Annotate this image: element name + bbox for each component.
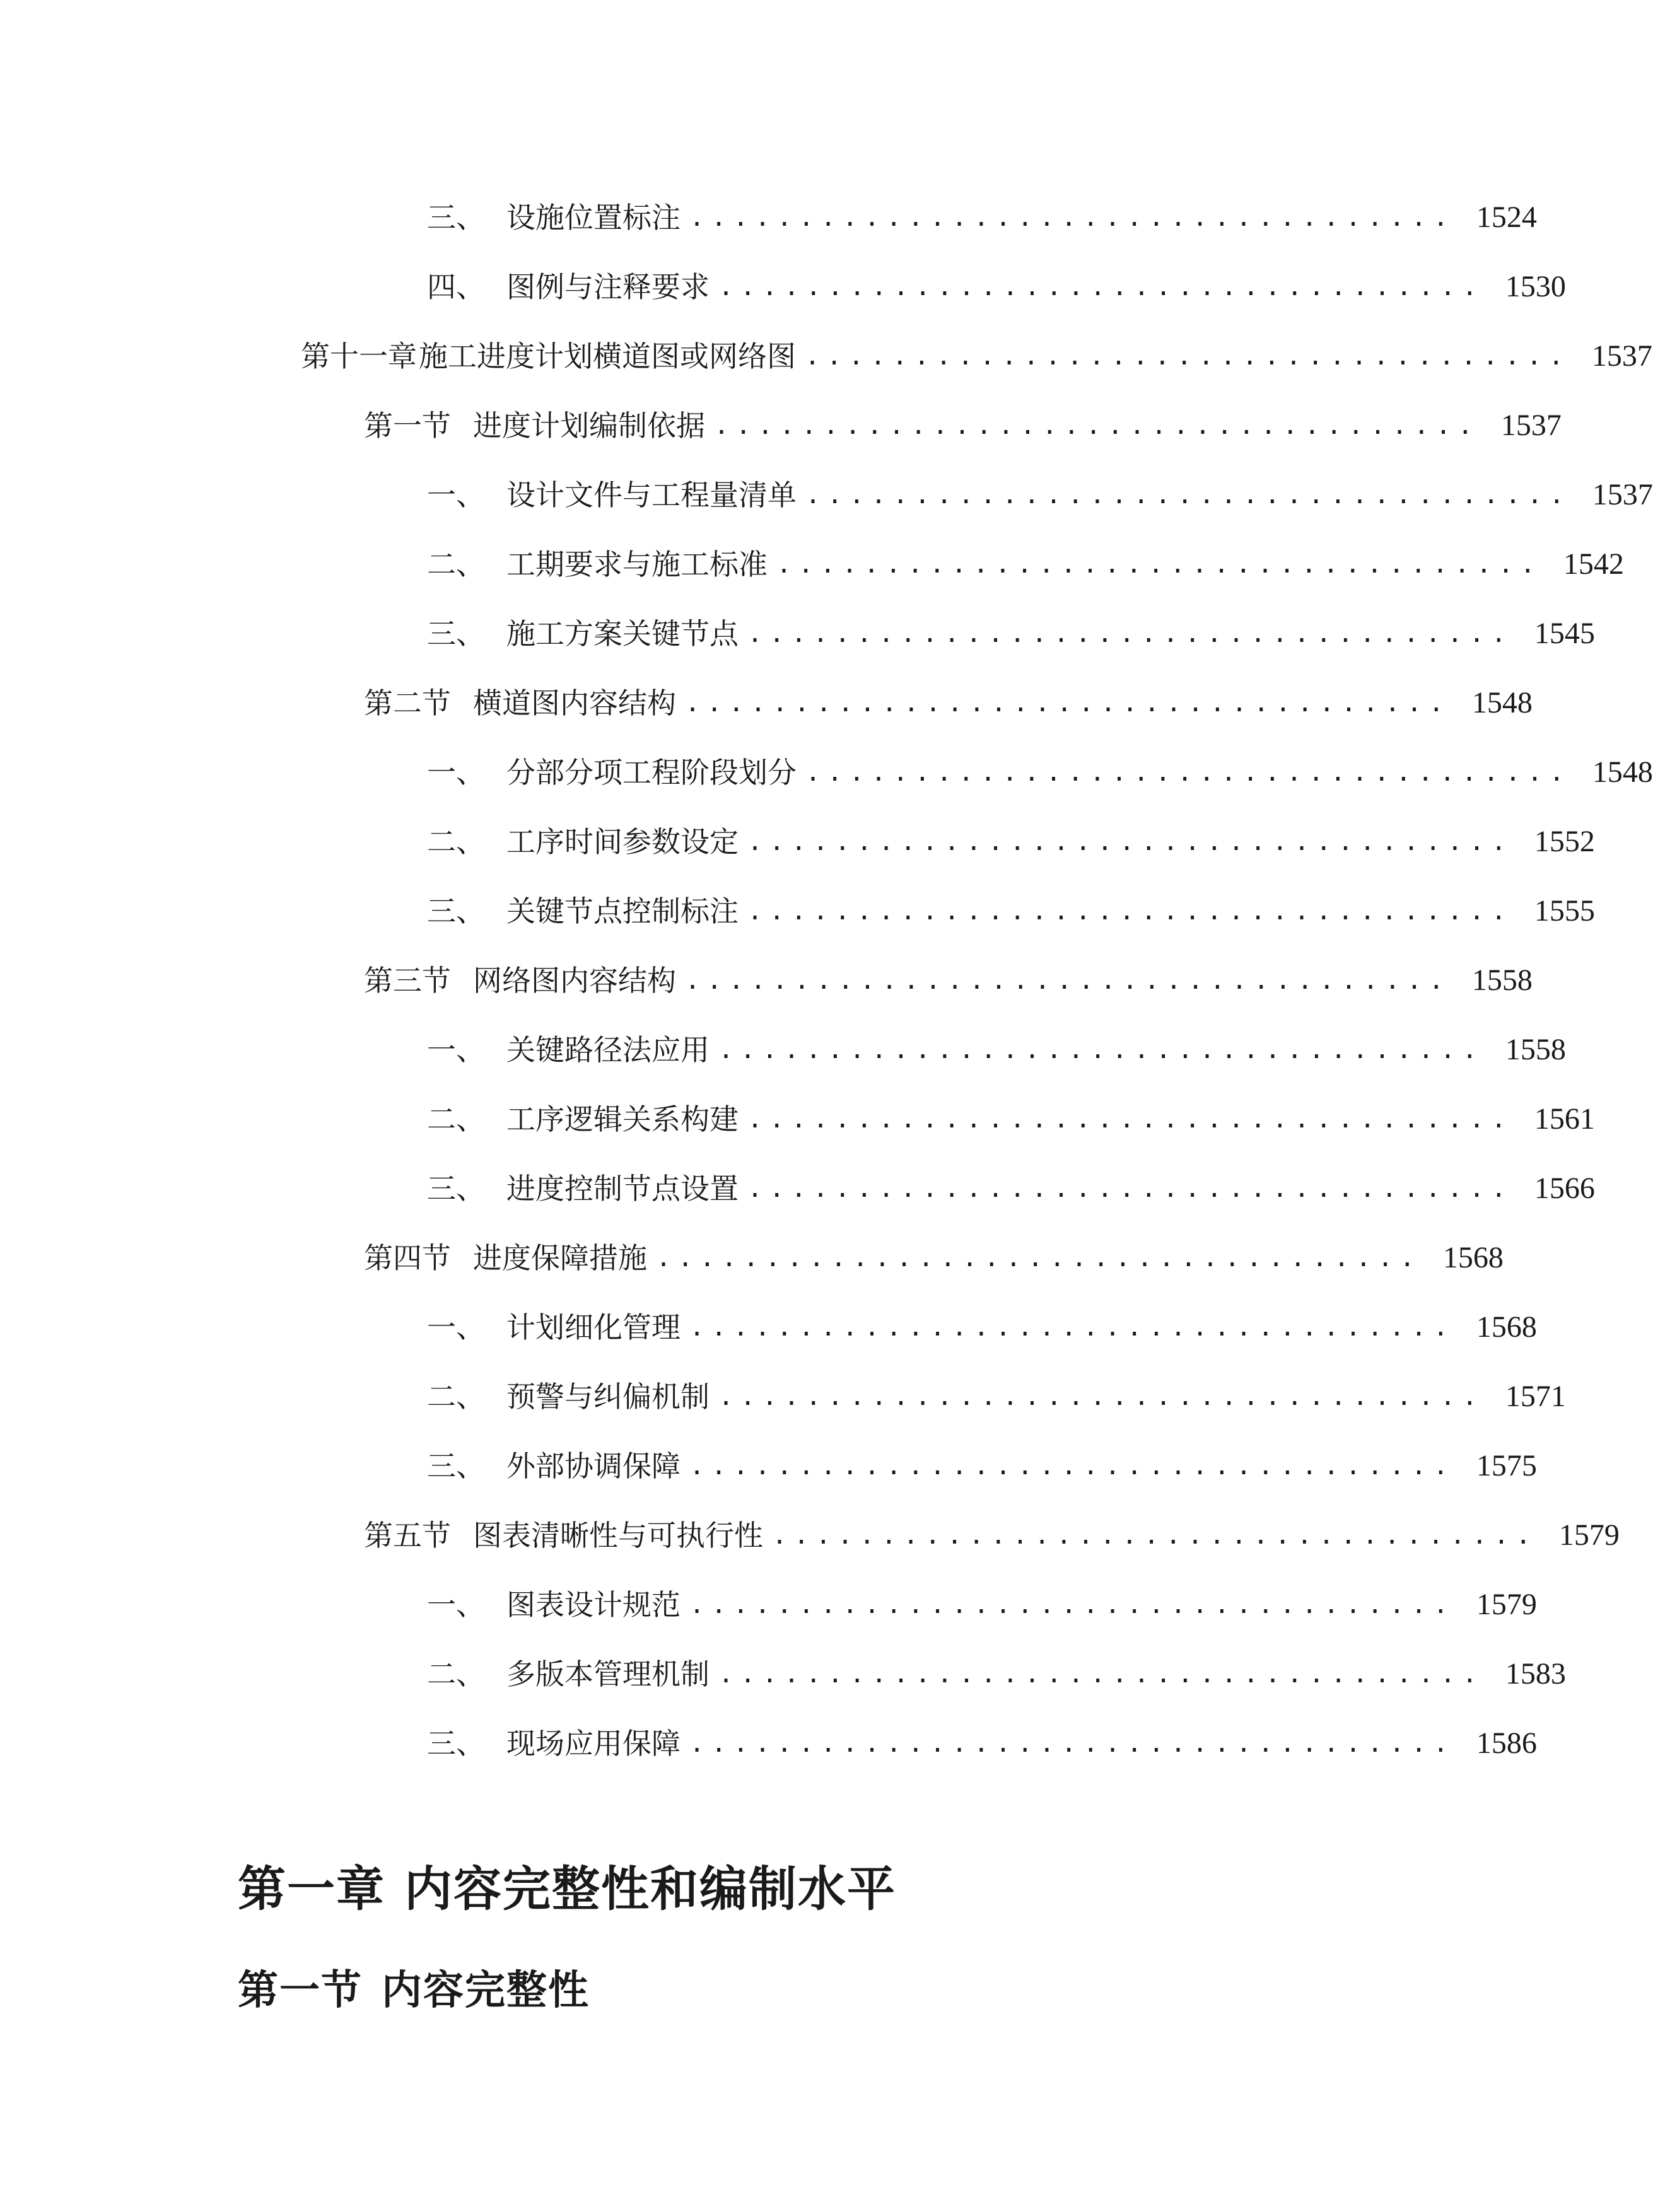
- toc-entry[interactable]: [0, 807, 1595, 876]
- toc-leader-dots: ...................................: [747, 1174, 1513, 1203]
- toc-entry-title: 图表设计规范: [506, 1588, 680, 1622]
- toc-leader-dots: ...................................: [718, 1035, 1484, 1064]
- section-title: 内容完整性: [382, 1967, 590, 2014]
- toc-page-number: 1579: [1476, 1588, 1537, 1621]
- toc-entry[interactable]: [0, 876, 1595, 946]
- toc-page-number: 1579: [1558, 1518, 1620, 1552]
- toc-entry[interactable]: [0, 668, 1565, 738]
- toc-page-number: 1552: [1534, 825, 1595, 858]
- toc-leader-dots: ...................................: [776, 550, 1542, 579]
- toc-leader-dots: ...................................: [718, 272, 1484, 301]
- toc-entry[interactable]: [0, 1223, 1565, 1293]
- toc-entry-prefix: 第四节: [364, 1241, 451, 1275]
- toc-entry[interactable]: [0, 1431, 1565, 1501]
- toc-entry[interactable]: [0, 391, 1565, 460]
- toc-entry-prefix: 二、: [427, 1102, 485, 1136]
- toc-page-number: 1568: [1476, 1310, 1537, 1344]
- toc-entry-prefix: 第一节: [364, 409, 451, 443]
- toc-page-number: 1548: [1471, 686, 1533, 719]
- toc-entry-title: 施工方案关键节点: [506, 617, 739, 651]
- toc-leader-dots: ...................................: [714, 411, 1480, 440]
- toc-entry[interactable]: [0, 1639, 1565, 1709]
- toc-entry-prefix: 三、: [427, 894, 485, 928]
- toc-leader-dots: ...................................: [685, 689, 1451, 718]
- toc-entry[interactable]: [0, 1085, 1595, 1154]
- toc-entry-prefix: 一、: [427, 478, 485, 512]
- toc-entry-prefix: 四、: [427, 270, 485, 304]
- toc-entry[interactable]: [0, 183, 1565, 252]
- toc-page-number: 1555: [1534, 894, 1595, 928]
- toc-entry-title: 工期要求与施工标准: [506, 547, 768, 581]
- toc-page-number: 1561: [1534, 1102, 1595, 1136]
- toc-entry[interactable]: [0, 1709, 1565, 1778]
- toc-leader-dots: ...................................: [689, 1452, 1455, 1481]
- toc-entry-prefix: 第五节: [364, 1518, 451, 1552]
- toc-entry[interactable]: [0, 252, 1565, 322]
- toc-entry[interactable]: [0, 738, 1653, 807]
- toc-entry-prefix: 二、: [427, 1657, 485, 1691]
- toc-entry-title: 设施位置标注: [506, 201, 680, 235]
- toc-entry-prefix: 第三节: [364, 963, 451, 998]
- toc-entry-title: 关键路径法应用: [506, 1033, 710, 1067]
- toc-entry-title: 工序逻辑关系构建: [506, 1102, 739, 1136]
- toc-page-number: 1583: [1505, 1657, 1566, 1691]
- toc-page-number: 1586: [1476, 1726, 1537, 1760]
- toc-entry-title: 施工进度计划横道图或网络图: [419, 339, 796, 373]
- toc-entry-title: 计划细化管理: [506, 1310, 680, 1344]
- toc-entry-prefix: 三、: [427, 1449, 485, 1483]
- toc-entry-prefix: 二、: [427, 547, 485, 581]
- toc-entry[interactable]: [0, 1501, 1620, 1570]
- toc-page-number: 1537: [1591, 339, 1652, 373]
- toc-entry-prefix: 第二节: [364, 686, 451, 720]
- toc-page-number: 1542: [1563, 547, 1624, 581]
- toc-page-number: 1537: [1500, 409, 1562, 442]
- toc-entry[interactable]: [0, 1293, 1565, 1362]
- toc-entry-title: 进度计划编制依据: [473, 409, 705, 443]
- toc-entry-prefix: 三、: [427, 617, 485, 651]
- toc-entry-prefix: 二、: [427, 825, 485, 859]
- toc-entry-title: 图表清晰性与可执行性: [473, 1518, 763, 1552]
- toc-entry-prefix: 一、: [427, 755, 485, 789]
- toc-entry-title: 进度保障措施: [473, 1241, 647, 1275]
- toc-entry-title: 多版本管理机制: [506, 1657, 710, 1691]
- toc-entry-title: 网络图内容结构: [473, 963, 676, 998]
- toc-leader-dots: ...................................: [718, 1660, 1484, 1689]
- toc-entry[interactable]: [0, 530, 1624, 599]
- toc-leader-dots: ...................................: [718, 1382, 1484, 1411]
- toc-entry-title: 关键节点控制标注: [506, 894, 739, 928]
- toc-page-number: 1566: [1534, 1172, 1595, 1205]
- toc-leader-dots: ...................................: [747, 619, 1513, 648]
- toc-page-number: 1548: [1592, 755, 1653, 789]
- toc-entry[interactable]: [0, 322, 1652, 391]
- toc-page-number: 1558: [1471, 963, 1533, 997]
- toc-entry-title: 设计文件与工程量清单: [506, 478, 797, 512]
- toc-page-number: 1571: [1505, 1380, 1566, 1413]
- toc-leader-dots: ...................................: [689, 1313, 1455, 1342]
- toc-entry-title: 外部协调保障: [506, 1449, 680, 1483]
- toc-page-number: 1524: [1476, 201, 1537, 234]
- toc-entry[interactable]: [0, 599, 1595, 668]
- toc-entry-prefix: 一、: [427, 1033, 485, 1067]
- toc-page-number: 1558: [1505, 1033, 1566, 1066]
- section-number: 第一节: [238, 1967, 363, 2014]
- toc-entry[interactable]: [0, 946, 1565, 1015]
- toc-leader-dots: ...................................: [805, 342, 1570, 371]
- toc-leader-dots: ...................................: [747, 897, 1513, 926]
- toc-entry-title: 横道图内容结构: [473, 686, 676, 720]
- toc-leader-dots: ...................................: [772, 1521, 1538, 1550]
- toc-entry-prefix: 三、: [427, 201, 485, 235]
- toc-leader-dots: ...................................: [689, 203, 1455, 232]
- toc-entry[interactable]: [0, 460, 1653, 530]
- toc-leader-dots: ...................................: [685, 966, 1451, 995]
- toc-page-number: 1537: [1592, 478, 1653, 511]
- chapter-title: 内容完整性和编制水平: [404, 1861, 896, 1917]
- toc-leader-dots: ...................................: [747, 827, 1513, 856]
- toc-entry-title: 分部分项工程阶段划分: [506, 755, 797, 789]
- toc-entry-prefix: 三、: [427, 1172, 485, 1206]
- toc-entry[interactable]: [0, 1570, 1565, 1639]
- toc-leader-dots: ...................................: [656, 1243, 1422, 1272]
- toc-entry-title: 图例与注释要求: [506, 270, 710, 304]
- toc-entry-prefix: 一、: [427, 1588, 485, 1622]
- toc-page-number: 1575: [1476, 1449, 1537, 1482]
- toc-entry-title: 工序时间参数设定: [506, 825, 739, 859]
- toc-leader-dots: ...................................: [689, 1590, 1455, 1619]
- toc-entry-prefix: 第十一章: [301, 339, 417, 373]
- toc-entry-title: 现场应用保障: [506, 1726, 680, 1761]
- chapter-number: 第一章: [238, 1861, 385, 1917]
- toc-entry[interactable]: [0, 1362, 1565, 1431]
- toc-entry-title: 进度控制节点设置: [506, 1172, 739, 1206]
- toc-leader-dots: ...................................: [747, 1105, 1513, 1134]
- chapter-heading: [238, 1851, 896, 1919]
- section-heading: [238, 1958, 590, 2016]
- toc-page-number: 1545: [1534, 617, 1595, 650]
- toc-leader-dots: ...................................: [805, 480, 1571, 509]
- toc-entry[interactable]: [0, 1154, 1595, 1223]
- toc-entry[interactable]: [0, 1015, 1565, 1085]
- toc-entry-title: 预警与纠偏机制: [506, 1380, 710, 1414]
- toc-leader-dots: ...................................: [689, 1729, 1455, 1758]
- toc-entry-prefix: 三、: [427, 1726, 485, 1761]
- toc-leader-dots: ...................................: [805, 758, 1571, 787]
- toc-entry-prefix: 二、: [427, 1380, 485, 1414]
- toc-page-number: 1568: [1442, 1241, 1504, 1274]
- table-of-contents: [0, 183, 1653, 1778]
- toc-page-number: 1530: [1505, 270, 1566, 303]
- toc-entry-prefix: 一、: [427, 1310, 485, 1344]
